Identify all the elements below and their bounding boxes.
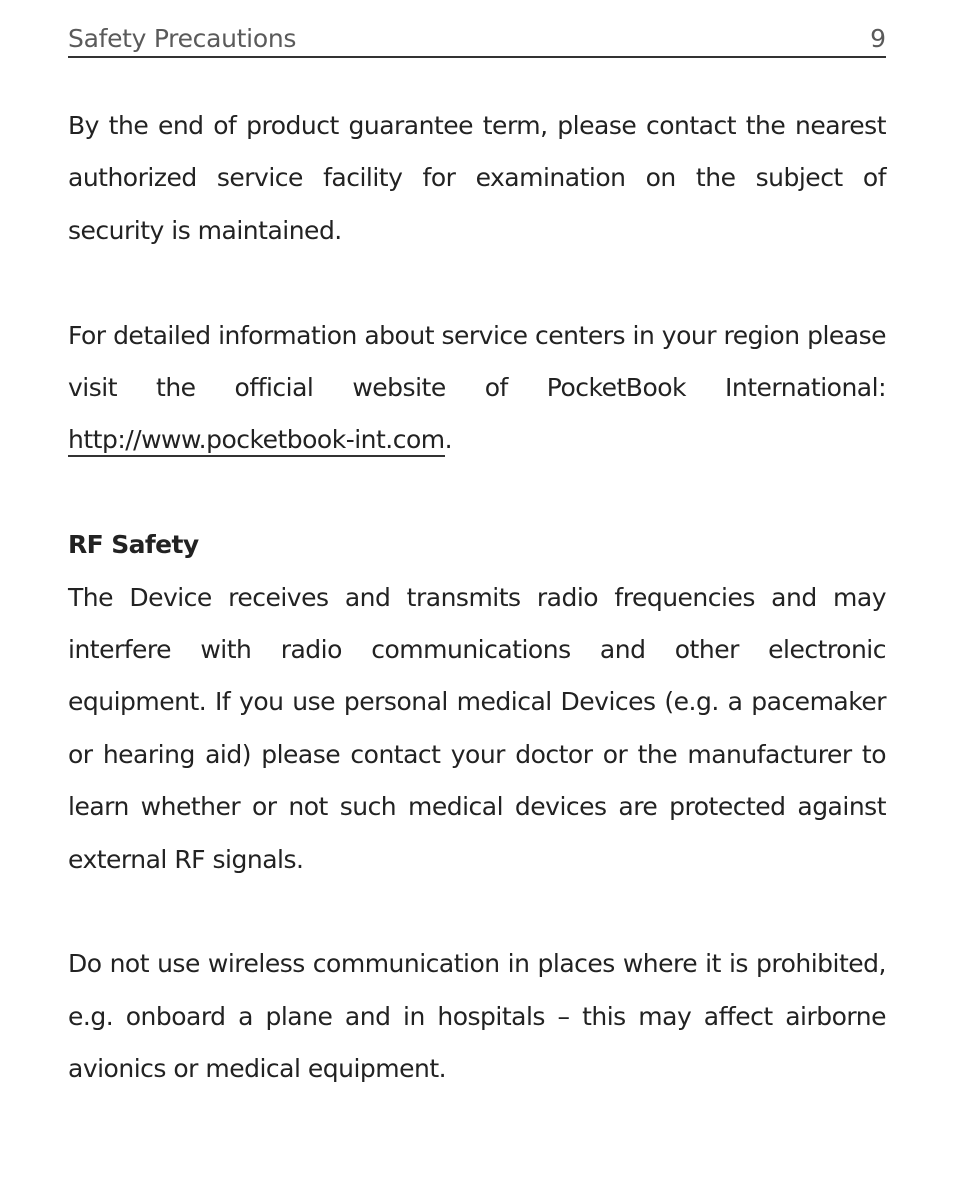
page-number: 9 <box>870 24 886 53</box>
section-title: Safety Precautions <box>68 24 297 53</box>
service-centers-paragraph <box>68 310 886 467</box>
page-header <box>68 22 886 58</box>
pocketbook-website-link[interactable]: http://www.pocketbook-int.com <box>68 425 445 457</box>
rf-safety-paragraph: The Device receives and transmits radio frequencies and may interfere with radio communications and other electronic equipment. If you use personal medical Devices (e.g. a pacemaker or hearing aid) please contact your doctor or the manufacturer to learn whether or not such medical devices are protected against external RF signals. <box>68 582 886 874</box>
service-centers-period: . <box>444 425 453 455</box>
guarantee-paragraph: By the end of product guarantee term, please contact the nearest authorized service facility for examination on the subject of security is maintained. <box>68 111 886 245</box>
page-body <box>68 100 886 1096</box>
wireless-paragraph: Do not use wireless communication in places where it is prohibited, e.g. onboard a plane and in hospitals – this may affect airborne avionics or medical equipment. <box>68 949 886 1084</box>
service-centers-text: For detailed information about service centers in your region please visit the official website of PocketBook International: <box>68 320 886 403</box>
rf-safety-heading: RF Safety <box>68 530 199 560</box>
